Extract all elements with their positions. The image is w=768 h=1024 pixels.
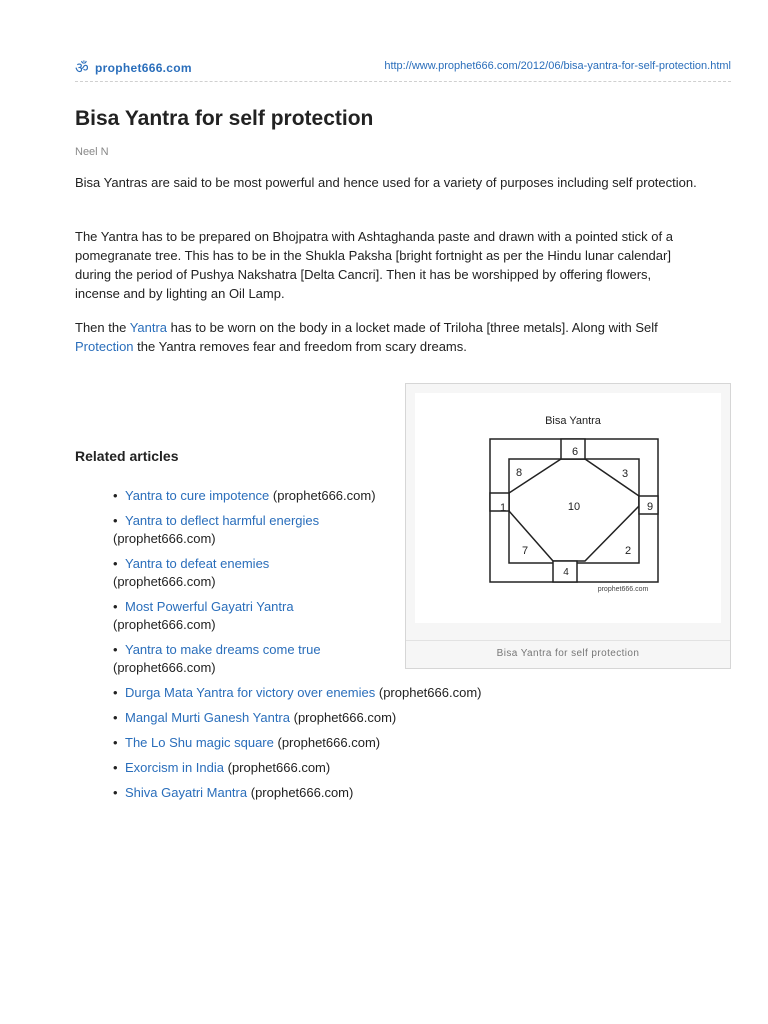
list-item bbox=[113, 641, 413, 677]
author: Neel N bbox=[75, 146, 109, 158]
yantra-number-6: 6 bbox=[571, 446, 579, 458]
related-source: (prophet666.com) bbox=[272, 488, 376, 503]
yantra-number-9: 9 bbox=[646, 501, 654, 513]
related-source: (prophet666.com) bbox=[113, 617, 216, 632]
bullet-icon: • bbox=[113, 599, 118, 614]
prep-line-3: during the period of Pushya Nakshatra [Delta Cancri]. Then it has be worshipped by offering flowers, bbox=[75, 267, 652, 282]
bullet-icon: • bbox=[113, 710, 118, 725]
list-item bbox=[113, 734, 733, 752]
bullet-icon: • bbox=[113, 556, 118, 571]
related-link[interactable]: Yantra to defeat enemies bbox=[125, 556, 270, 571]
yantra-diagram bbox=[415, 393, 721, 623]
list-item bbox=[113, 759, 733, 777]
header-divider bbox=[75, 81, 731, 82]
yantra-link[interactable]: Yantra bbox=[129, 320, 168, 335]
related-link[interactable]: Durga Mata Yantra for victory over enemies bbox=[125, 685, 376, 700]
wearing-text-b: has to be worn on the body in a locket made of Triloha [three metals]. Along with Self bbox=[167, 320, 658, 335]
yantra-watermark: prophet666.com bbox=[597, 586, 649, 593]
list-item bbox=[113, 555, 413, 591]
list-item bbox=[113, 784, 733, 802]
related-link[interactable]: Most Powerful Gayatri Yantra bbox=[125, 599, 294, 614]
related-link[interactable]: Shiva Gayatri Mantra bbox=[125, 785, 248, 800]
related-source: (prophet666.com) bbox=[227, 760, 331, 775]
paragraph-preparation bbox=[75, 227, 725, 303]
yantra-number-2: 2 bbox=[624, 545, 632, 557]
wearing-text-a: Then the bbox=[75, 320, 130, 335]
related-source: (prophet666.com) bbox=[113, 531, 216, 546]
prep-line-4: incense and by lighting an Oil Lamp. bbox=[75, 286, 285, 301]
related-articles-list bbox=[113, 487, 482, 809]
yantra-number-8: 8 bbox=[515, 467, 523, 479]
related-source: (prophet666.com) bbox=[113, 660, 216, 675]
related-link[interactable]: Yantra to deflect harmful energies bbox=[125, 513, 320, 528]
om-icon: ॐ bbox=[75, 60, 89, 77]
list-item bbox=[113, 487, 413, 505]
prep-line-2: pomegranate tree. This has to be in the Shukla Paksha [bright fortnight as per the Hindu lunar calendar] bbox=[75, 248, 671, 263]
yantra-number-3: 3 bbox=[621, 468, 629, 480]
site-name[interactable]: prophet666.com bbox=[94, 61, 192, 75]
related-source: (prophet666.com) bbox=[277, 735, 381, 750]
figure-caption: Bisa Yantra for self protection bbox=[496, 648, 640, 659]
bullet-icon: • bbox=[113, 785, 118, 800]
bullet-icon: • bbox=[113, 513, 118, 528]
related-source: (prophet666.com) bbox=[378, 685, 482, 700]
page-header bbox=[75, 58, 731, 78]
list-item bbox=[113, 709, 733, 727]
bullet-icon: • bbox=[113, 685, 118, 700]
prep-line-1: The Yantra has to be prepared on Bhojpatra with Ashtaghanda paste and drawn with a pointed stick of a bbox=[75, 229, 673, 244]
wearing-text-c: the Yantra removes fear and freedom from scary dreams. bbox=[133, 339, 467, 354]
related-source: (prophet666.com) bbox=[250, 785, 354, 800]
yantra-number-4: 4 bbox=[563, 567, 569, 578]
related-articles-heading: Related articles bbox=[75, 448, 179, 464]
yantra-number-10: 10 bbox=[567, 501, 581, 513]
related-link[interactable]: The Lo Shu magic square bbox=[125, 735, 274, 750]
protection-link[interactable]: Protection bbox=[75, 339, 134, 354]
yantra-title: Bisa Yantra bbox=[545, 415, 601, 427]
caption-divider bbox=[406, 640, 730, 641]
related-source: (prophet666.com) bbox=[113, 574, 216, 589]
related-link[interactable]: Exorcism in India bbox=[125, 760, 224, 775]
bullet-icon: • bbox=[113, 488, 118, 503]
paragraph-intro: Bisa Yantras are said to be most powerful and hence used for a variety of purposes including self protection. bbox=[75, 175, 697, 190]
yantra-number-7: 7 bbox=[521, 545, 529, 557]
list-item bbox=[113, 684, 733, 702]
related-link[interactable]: Yantra to make dreams come true bbox=[125, 642, 321, 657]
bullet-icon: • bbox=[113, 760, 118, 775]
paragraph-wearing bbox=[75, 318, 725, 356]
related-source: (prophet666.com) bbox=[293, 710, 397, 725]
page-title: Bisa Yantra for self protection bbox=[75, 107, 374, 130]
bullet-icon: • bbox=[113, 735, 118, 750]
site-brand[interactable] bbox=[75, 58, 192, 78]
list-item bbox=[113, 512, 413, 548]
source-url[interactable]: http://www.prophet666.com/2012/06/bisa-yantra-for-self-protection.html bbox=[384, 60, 731, 72]
related-link[interactable]: Yantra to cure impotence bbox=[125, 488, 270, 503]
yantra-image bbox=[415, 393, 721, 623]
list-item bbox=[113, 598, 413, 634]
yantra-number-1: 1 bbox=[499, 502, 507, 514]
related-link[interactable]: Mangal Murti Ganesh Yantra bbox=[125, 710, 290, 725]
bullet-icon: • bbox=[113, 642, 118, 657]
yantra-figure bbox=[405, 383, 731, 669]
